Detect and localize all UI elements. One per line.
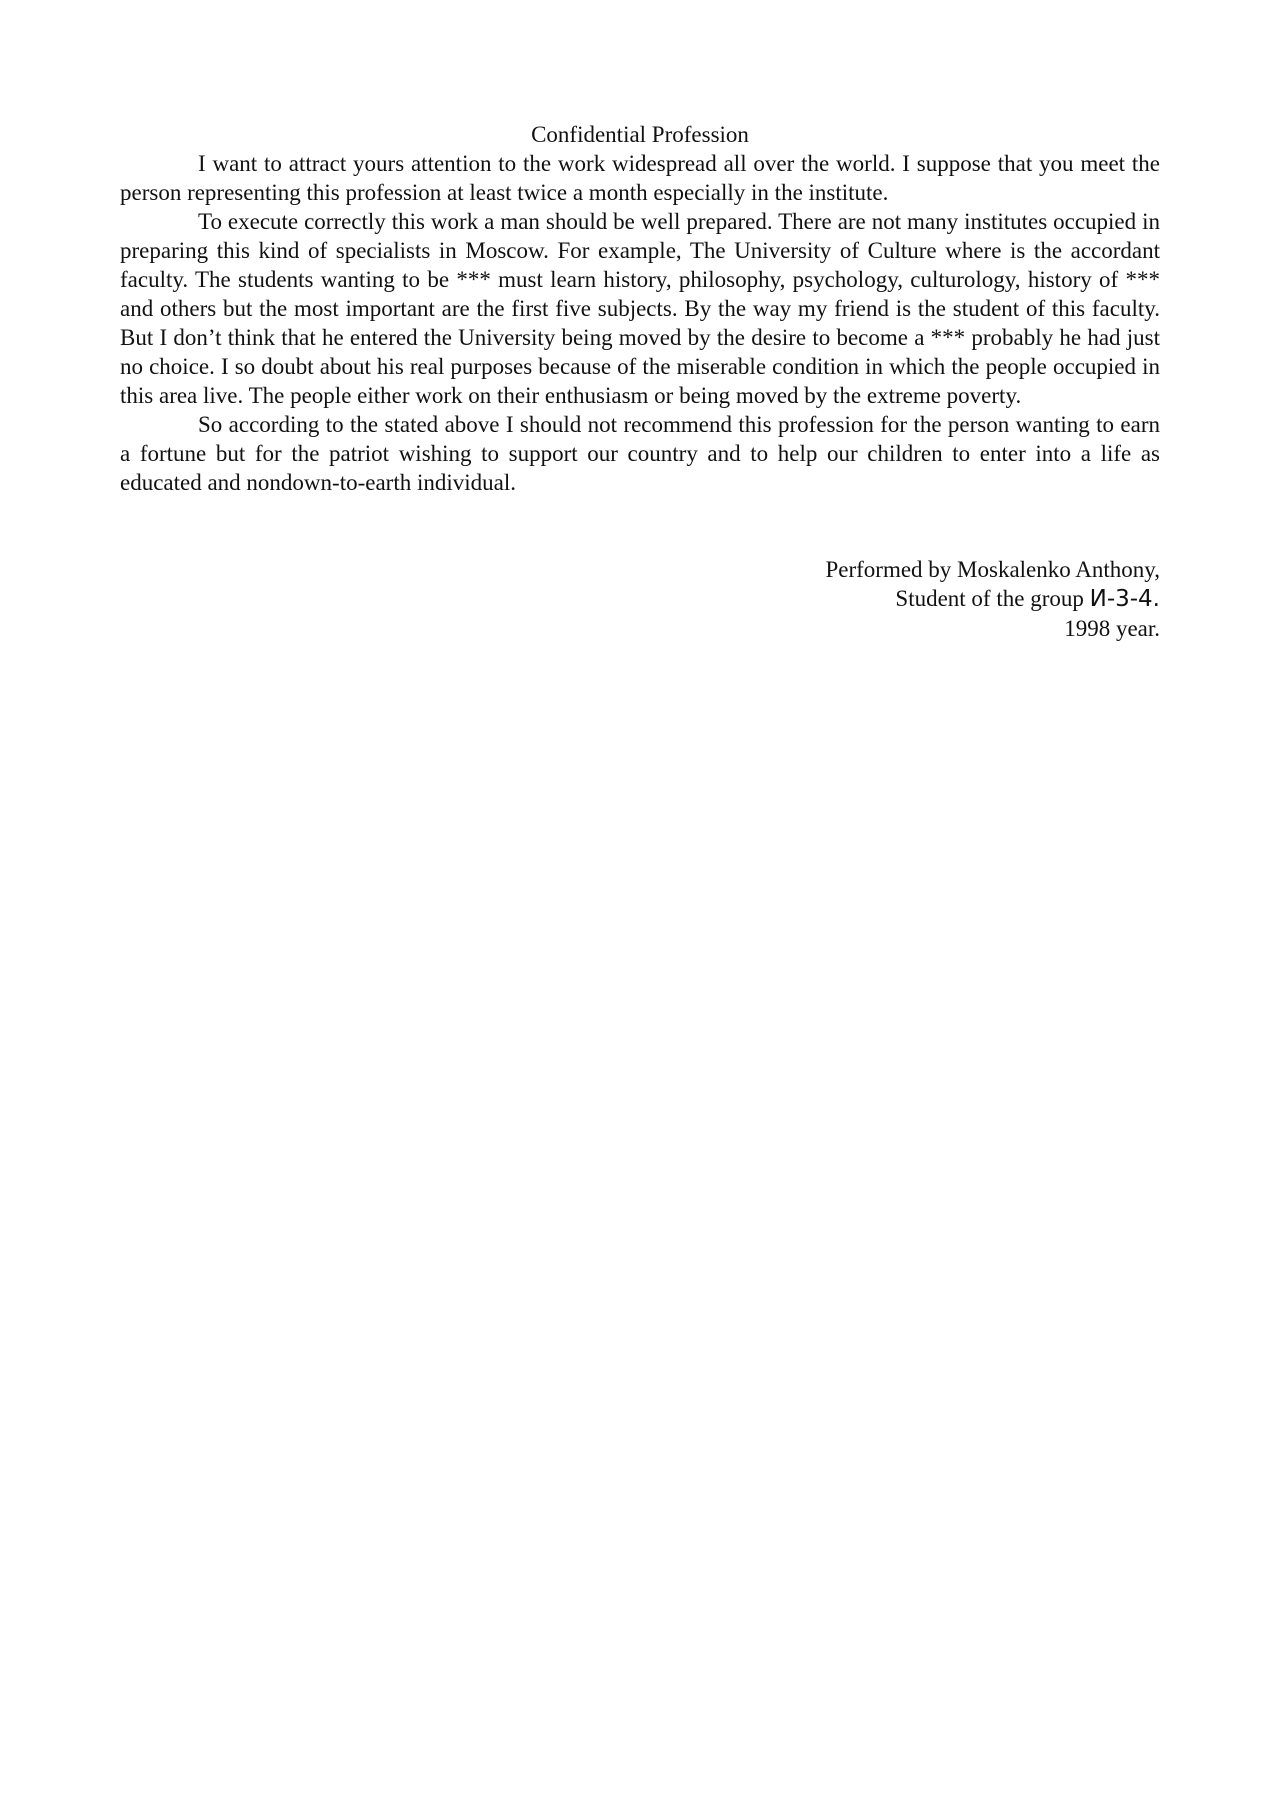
signature-group-code: И-3-4. — [1089, 586, 1160, 612]
paragraph-2: To execute correctly this work a man should be well prepared. There are not many institutes occupied in preparing this kind of specialists in Moscow. For example, The University of Culture where is the accordant faculty. The students wanting to be *** must learn history, philosophy, psychology, culturology, history of *** and others but the most important are the first five subjects. By the way my friend is the student of this faculty. But I don’t think that he entered the University being moved by the desire to become a *** probably he had just no choice. I so doubt about his real purposes because of the miserable condition in which the people occupied in this area live. The people either work on their enthusiasm or being moved by the extreme poverty. — [120, 209, 1160, 408]
signature-performed-by: Performed by Moskalenko Anthony, — [825, 557, 1160, 582]
signature-block — [120, 555, 1160, 643]
document-page — [120, 120, 1160, 643]
document-title: Confidential Profession — [531, 122, 749, 147]
signature-group-prefix: Student of the group — [895, 586, 1090, 611]
paragraph-1: I want to attract yours attention to the work widespread all over the world. I suppose that you meet the person representing this profession at least twice a month especially in the institute. — [120, 151, 1160, 205]
signature-year: 1998 year. — [1064, 616, 1160, 641]
signature-group-line — [120, 584, 1160, 614]
paragraph-3: So according to the stated above I should not recommend this profession for the person wanting to earn a fortune but for the patriot wishing to support our country and to help our children to enter into a life as educated and nondown-to-earth individual. — [120, 412, 1160, 495]
